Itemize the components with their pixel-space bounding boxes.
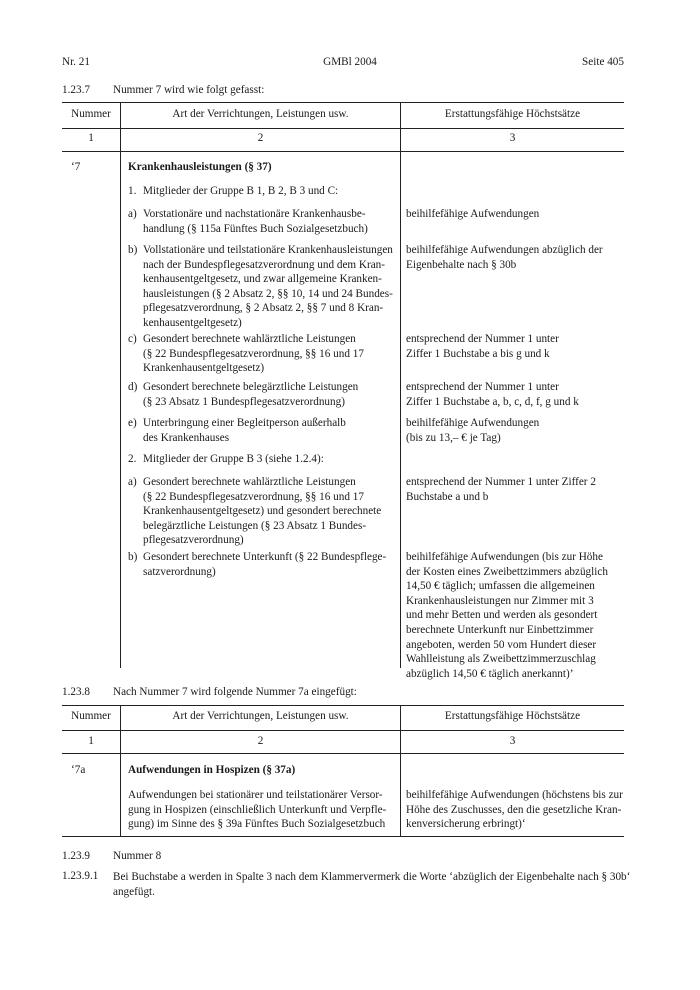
section-number: 1.23.8 (62, 686, 90, 698)
column-header-rates: Erstattungsfähige Höchstsätze (444, 710, 581, 722)
section-text: Nummer 8 (113, 850, 162, 862)
entry-title: Krankenhausleistungen (§ 37) (128, 161, 272, 173)
item-rate: entsprechend der Nummer 1 unter Ziffer 1 Buchstabe a, b, c, d, f, g und k (406, 381, 579, 408)
table-rule (62, 705, 624, 706)
item-text: Gesondert berechnete wahlärztliche Leistungen (§ 22 Bundespflegesatzverordnung, §§ 16 und 17 Krankenhausentgeltgesetz) und gesondert berechnete belegärztliche Leistungen (§ 23 Absatz 1 Bundes- pflegesatzverordnung) (143, 476, 382, 547)
group-heading: Mitglieder der Gruppe B 1, B 2, B 3 und C: (143, 185, 339, 197)
table-rule (62, 151, 624, 152)
group-label: 1. (128, 185, 137, 197)
section-number: 1.23.9.1 (62, 870, 99, 882)
column-index-2: 2 (257, 132, 264, 144)
column-header-rates: Erstattungsfähige Höchstsätze (444, 108, 581, 120)
item-label: a) (128, 208, 137, 220)
item-text: Gesondert berechnete Unterkunft (§ 22 Bundespflege- satzverordnung) (143, 551, 387, 578)
item-label: a) (128, 476, 137, 488)
item-rate: entsprechend der Nummer 1 unter Ziffer 2 Buchstabe a und b (406, 476, 596, 503)
item-rate: beihilfefähige Aufwendungen (bis zur Höhe der Kosten eines Zweibettzimmers abzüglich 14,50 € täglich; umfassen die allgemeinen Krankenhausleistungen nur Zimmer mit 3 und mehr Betten und werden als gesondert berechnete Unterkunft nur Einbettzimmer angeboten, werden 50 vom Hundert dieser Wahlleistung als Zweibettzimmerzuschlag abzüglich 14,50 € täglich anerkannt)’ (406, 551, 608, 680)
item-text: Gesondert berechnete belegärztliche Leistungen (§ 23 Absatz 1 Bundespflegesatzverordnung) (143, 381, 359, 408)
table-rule (62, 753, 624, 754)
column-divider (400, 102, 401, 668)
item-label: d) (128, 381, 138, 393)
item-text: Aufwendungen bei stationärer und teilstationärer Versor- gung in Hospizen (einschließlich Unterkunft und Verpfle- gung) im Sinne des § 39a Fünftes Buch Sozialgesetzbuch (128, 789, 387, 831)
table-rule (62, 730, 624, 731)
column-index-1: 1 (88, 132, 94, 144)
item-label: e) (128, 417, 137, 429)
column-header-number: Nummer (71, 710, 111, 722)
item-rate: entsprechend der Nummer 1 unter Ziffer 1 Buchstabe a bis g und k (406, 333, 559, 360)
section-intro: Nach Nummer 7 wird folgende Nummer 7a eingefügt: (113, 686, 357, 698)
journal-name: GMBl 2004 (323, 56, 377, 68)
group-heading: Mitglieder der Gruppe B 3 (siehe 1.2.4): (143, 453, 324, 465)
item-label: c) (128, 333, 137, 345)
entry-title: Aufwendungen in Hospizen (§ 37a) (128, 764, 296, 776)
item-rate: beihilfefähige Aufwendungen (406, 208, 540, 220)
column-index-3: 3 (509, 735, 516, 747)
table-rule (62, 836, 624, 837)
item-text: Vorstationäre und nachstationäre Krankenhausbe- handlung (§ 115a Fünftes Buch Sozialgesetzbuch) (143, 208, 368, 235)
entry-number: ‘7 (71, 161, 81, 173)
column-divider (120, 102, 121, 668)
column-header-services: Art der Verrichtungen, Leistungen usw. (172, 710, 349, 722)
column-header-number: Nummer (71, 108, 111, 120)
table-rule (62, 128, 624, 129)
item-label: b) (128, 551, 138, 563)
item-rate: beihilfefähige Aufwendungen abzüglich der Eigenbehalte nach § 30b (406, 244, 603, 271)
column-index-3: 3 (509, 132, 516, 144)
item-text: Gesondert berechnete wahlärztliche Leistungen (§ 22 Bundespflegesatzverordnung, §§ 16 und 17 Krankenhausentgeltgesetz) (143, 333, 364, 375)
table-rule (62, 102, 624, 103)
item-text: Unterbringung einer Begleitperson außerhalb des Krankenhauses (143, 417, 346, 444)
column-index-1: 1 (88, 735, 94, 747)
issue-number: Nr. 21 (62, 56, 90, 68)
item-rate: beihilfefähige Aufwendungen (bis zu 13,– € je Tag) (406, 417, 540, 444)
section-number: 1.23.7 (62, 84, 90, 96)
section-number: 1.23.9 (62, 850, 90, 862)
column-divider (400, 705, 401, 836)
item-text: Vollstationäre und teilstationäre Krankenhausleistungen nach der Bundespflegesatzverordnung und dem Kran- kenhausentgeltgesetz, und zwar allgemeine Kranken- hausleistungen (§ 2 Absatz 2, §§ 10, 14 und 24 Bundes- pflegesatzverordnung, § 2 Absatz 2, §§ 7 und 8 Kran- kenhausentgeltgesetz) (143, 244, 393, 329)
column-header-services: Art der Verrichtungen, Leistungen usw. (172, 108, 349, 120)
item-label: b) (128, 244, 138, 256)
column-index-2: 2 (257, 735, 264, 747)
entry-number: ‘7a (71, 764, 86, 776)
page-number: Seite 405 (582, 56, 624, 68)
group-label: 2. (128, 453, 137, 465)
column-divider (120, 705, 121, 836)
section-text: Bei Buchstabe a werden in Spalte 3 nach dem Klammervermerk die Worte ‘abzüglich der Eigenbehalte nach § 30b‘ angefügt. (113, 871, 631, 898)
section-intro: Nummer 7 wird wie folgt gefasst: (113, 84, 265, 96)
item-rate: beihilfefähige Aufwendungen (höchstens bis zur Höhe des Zuschusses, den die gesetzliche Kran- kenversicherung erbringt)‘ (406, 789, 623, 831)
